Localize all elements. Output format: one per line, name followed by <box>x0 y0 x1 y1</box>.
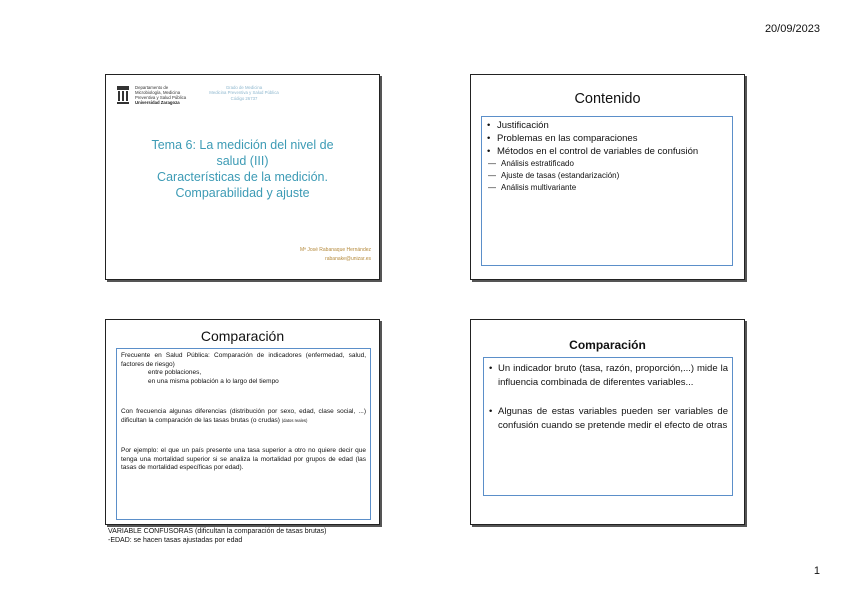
paragraph-indent: entre poblaciones, <box>148 369 202 376</box>
print-date: 20/09/2023 <box>764 23 820 35</box>
contents-list <box>482 117 732 194</box>
paragraph: Con frecuencia algunas diferencias (distribución por sexo, edad, clase social, ...) dificultan la comparación de las tasas brutas (o crudas) (datos reales) <box>121 408 366 424</box>
sub-list-item: — Ajuste de tasas (estandarización) <box>486 170 728 182</box>
slide-heading: Comparación <box>200 328 285 344</box>
list-item: • Métodos en el control de variables de confusión <box>486 145 728 158</box>
handwritten-note: VARIABLE CONFUSORAS (dificultan la comparación de tasas brutas) -EDAD: se hacen tasas ajustadas por edad <box>108 528 327 544</box>
sub-list-item: — Análisis multivariante <box>486 182 728 194</box>
content-box <box>483 357 733 496</box>
crest-icon <box>116 85 130 105</box>
list-item: • Algunas de estas variables pueden ser variables de confusión cuando se pretende medir el efecto de otras <box>488 405 728 432</box>
content-box <box>481 116 733 266</box>
department-name: Departamento de Microbiología, Medicina Preventiva y Salud Pública Universidad Zaragoza <box>135 85 187 105</box>
paragraph: Frecuente en Salud Pública: Comparación de indicadores (enfermedad, salud, factores de riesgo) <box>121 352 366 368</box>
slide-comparison-2 <box>470 319 745 525</box>
list-item: • Un indicador bruto (tasa, razón, proporción,...) mide la influencia combinada de diferentes variables... <box>488 362 728 389</box>
slide-title <box>105 74 380 280</box>
slide-title-text: Tema 6: La medición del nivel de salud (III) Características de la medición. Comparabilidad y ajuste <box>151 138 334 200</box>
slide-heading: Comparación <box>569 338 646 352</box>
author-block: Mª José Rabanaque Hernández rabanake@unizar.es <box>299 247 371 262</box>
sub-list-item: — Análisis estratificado <box>486 158 728 170</box>
paragraph: Por ejemplo: el que un país presente una tasa superior a otro no quiere decir que tenga una mortalidad superior si se analiza la mortalidad por grupos de edad (las tasas de mortalidad específicas por edad). <box>121 447 366 471</box>
list-item: • Problemas en las comparaciones <box>486 132 728 145</box>
comparison-list <box>484 358 732 432</box>
page-number: 1 <box>813 565 820 577</box>
content-box <box>116 348 371 520</box>
university-logo <box>116 85 186 105</box>
annotation-note: (datos reales) <box>281 417 308 423</box>
course-info: Grado de Medicina Medicina Preventiva y Salud Pública Código 26737 <box>209 85 279 101</box>
slide-heading: Contenido <box>574 91 641 107</box>
list-item: • Justificación <box>486 119 728 132</box>
paragraph-indent: en una misma población a lo largo del tiempo <box>148 377 279 385</box>
slide-comparison-1 <box>105 319 380 525</box>
slide-contents <box>470 74 745 280</box>
